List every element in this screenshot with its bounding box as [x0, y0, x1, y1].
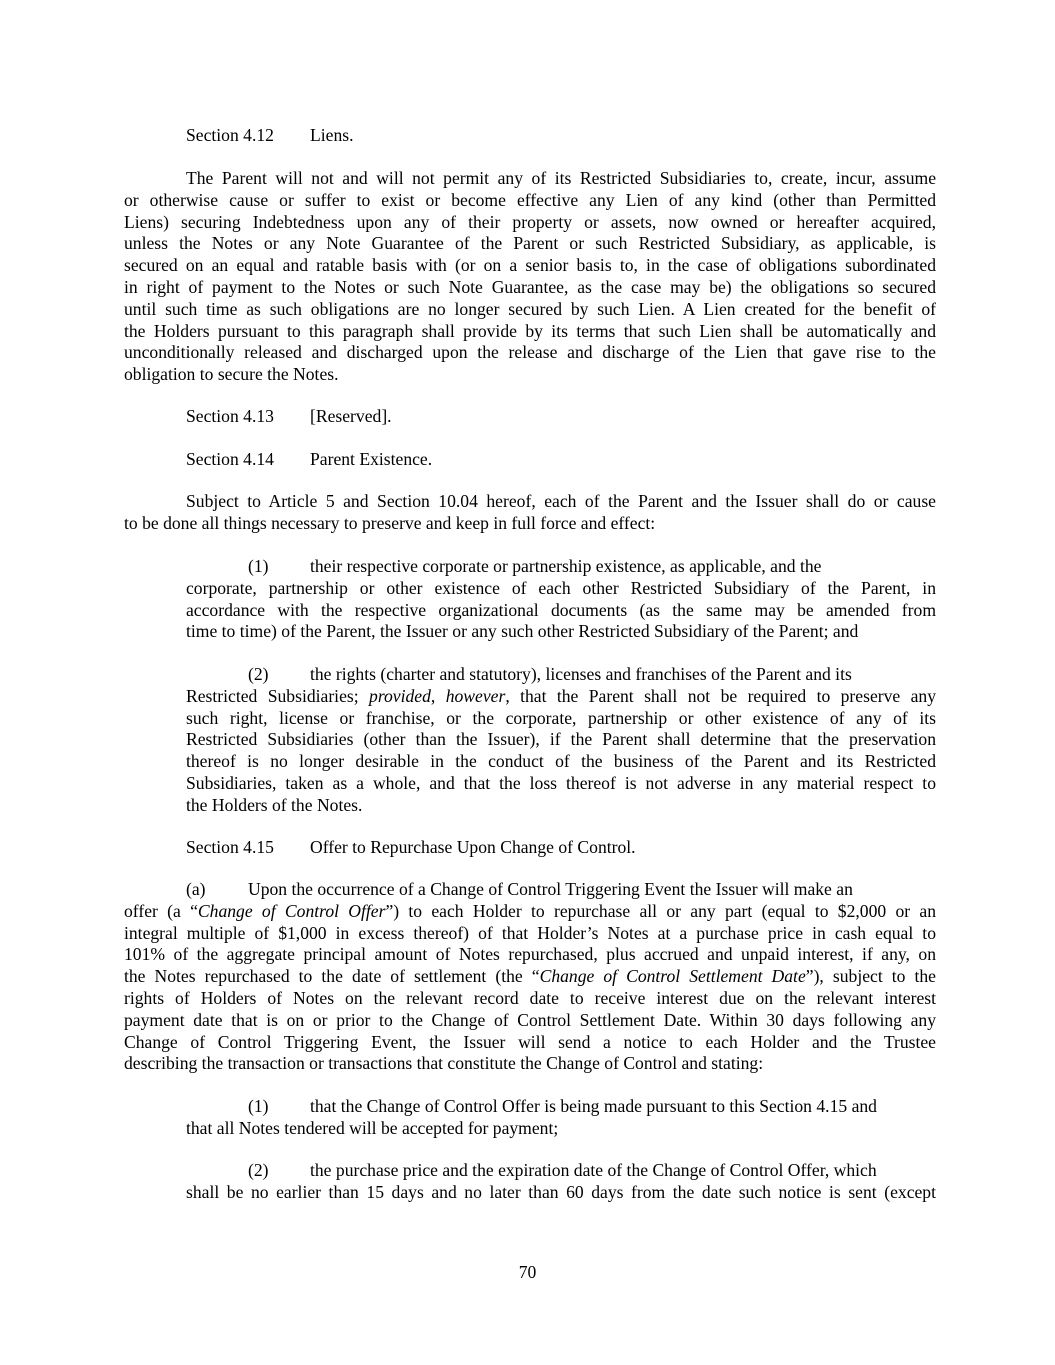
text-line: Restricted Subsidiaries (other than the Issuer), if the Parent shall determine that the preservation: [186, 729, 936, 750]
text-line: rights of Holders of Notes on the relevant record date to receive interest due on the relevant interest: [124, 987, 936, 1008]
section-4-12-paragraph: [124, 168, 936, 386]
text-line: to be done all things necessary to preserve and keep in full force and effect:: [124, 512, 656, 533]
text-line: until such time as such obligations are no longer secured by such Lien. A Lien created for the benefit of: [124, 298, 936, 319]
list-label: (2): [248, 664, 269, 684]
italic-term: provided: [369, 685, 431, 706]
text-line: the Holders of the Notes.: [186, 794, 363, 815]
section-4-14-item-1: [186, 556, 936, 643]
section-4-14-intro: [124, 491, 936, 535]
list-label: (a): [186, 879, 206, 899]
text-line: the Notes repurchased to the date of settlement (the “Change of Control Settlement Date”), subject to the: [124, 966, 936, 987]
text-line: secured on an equal and ratable basis with (or on a senior basis to, in the case of obligations subordinated: [124, 255, 936, 276]
page-number: 70: [518, 1262, 537, 1282]
italic-term: however: [445, 685, 506, 706]
list-label: (1): [248, 1096, 269, 1116]
text-line: payment date that is on or prior to the Change of Control Settlement Date. Within 30 days following any: [124, 1009, 936, 1030]
section-title: Parent Existence.: [310, 449, 433, 469]
text-line: such right, license or franchise, or the corporate, partnership or other existence of any of its: [186, 707, 936, 728]
text-line: (a) Upon the occurrence of a Change of Control Triggering Event the Issuer will make an: [186, 879, 853, 899]
text-line: obligation to secure the Notes.: [124, 364, 339, 385]
text-line: Liens) securing Indebtedness upon any of their property or assets, now owned or hereafter acquired,: [124, 211, 936, 232]
text-line: corporate, partnership or other existence of each other Restricted Subsidiary of the Parent, in: [186, 577, 936, 598]
section-4-15-paragraph-a: [124, 879, 936, 1075]
text-line: 101% of the aggregate principal amount of Notes repurchased, plus accrued and unpaid interest, if any, on: [124, 944, 936, 965]
text-line: shall be no earlier than 15 days and no later than 60 days from the date such notice is sent (except: [186, 1181, 936, 1202]
text-line: integral multiple of $1,000 in excess thereof) of that Holder’s Notes at a purchase price in cash equal to: [124, 922, 936, 943]
text-line: time to time) of the Parent, the Issuer or any such other Restricted Subsidiary of the Parent; and: [186, 621, 859, 642]
section-4-13-heading: [186, 406, 392, 428]
defined-term: Change of Control Settlement Date: [539, 966, 806, 987]
section-4-15-heading: [186, 837, 636, 859]
text-line: (2) the rights (charter and statutory), licenses and franchises of the Parent and its: [248, 664, 852, 684]
text-line: (2) the purchase price and the expiration date of the Change of Control Offer, which: [248, 1160, 877, 1180]
section-4-14-heading: [186, 449, 432, 471]
text-line: thereof is no longer desirable in the conduct of the business of the Parent and its Restricted: [186, 751, 936, 772]
text-line: Change of Control Triggering Event, the Issuer will send a notice to each Holder and the Trustee: [124, 1031, 936, 1052]
section-4-14-item-2: [186, 664, 936, 817]
text-line: unconditionally released and discharged upon the release and discharge of the Lien that gave rise to the: [124, 342, 936, 363]
text-line: the Holders pursuant to this paragraph shall provide by its terms that such Lien shall be automatically and: [124, 320, 936, 341]
section-4-12-heading: [186, 125, 354, 147]
text-line: that all Notes tendered will be accepted for payment;: [186, 1117, 559, 1138]
section-title: Offer to Repurchase Upon Change of Control.: [310, 837, 636, 857]
text-line: accordance with the respective organizational documents (as the same may be amended from: [186, 599, 936, 620]
text-line: Restricted Subsidiaries; provided, however, that the Parent shall not be required to preserve any: [186, 685, 937, 706]
section-4-15-item-2: [186, 1160, 936, 1204]
section-title: Liens.: [310, 125, 354, 145]
list-label: (2): [248, 1160, 269, 1180]
text-line: (1) their respective corporate or partnership existence, as applicable, and the: [248, 556, 822, 576]
text-line: describing the transaction or transactions that constitute the Change of Control and stating:: [124, 1053, 764, 1074]
text-line: Subsidiaries, taken as a whole, and that the loss thereof is not adverse in any material respect to: [186, 772, 936, 793]
text-line: (1) that the Change of Control Offer is being made pursuant to this Section 4.15 and: [248, 1096, 877, 1116]
text-line: Subject to Article 5 and Section 10.04 hereof, each of the Parent and the Issuer shall do or cause: [186, 491, 936, 511]
section-number: Section 4.13: [186, 406, 274, 426]
section-number: Section 4.15: [186, 837, 274, 857]
text-line: The Parent will not and will not permit any of its Restricted Subsidiaries to, create, incur, assume: [186, 168, 936, 188]
section-title: [Reserved].: [310, 406, 392, 426]
section-number: Section 4.12: [186, 125, 274, 145]
section-4-15-item-1: [186, 1096, 936, 1140]
text-line: or otherwise cause or suffer to exist or become effective any Lien of any kind (other than Permitted: [124, 189, 936, 210]
text-line: offer (a “Change of Control Offer”) to each Holder to repurchase all or any part (equal to $2,000 or an: [124, 900, 937, 921]
list-label: (1): [248, 556, 269, 576]
section-number: Section 4.14: [186, 449, 274, 469]
text-line: unless the Notes or any Note Guarantee of the Parent or such Restricted Subsidiary, as applicable, is: [124, 233, 936, 254]
defined-term: Change of Control Offer: [197, 900, 386, 921]
text-line: in right of payment to the Notes or such Note Guarantee, as the case may be) the obligations so secured: [124, 276, 936, 297]
